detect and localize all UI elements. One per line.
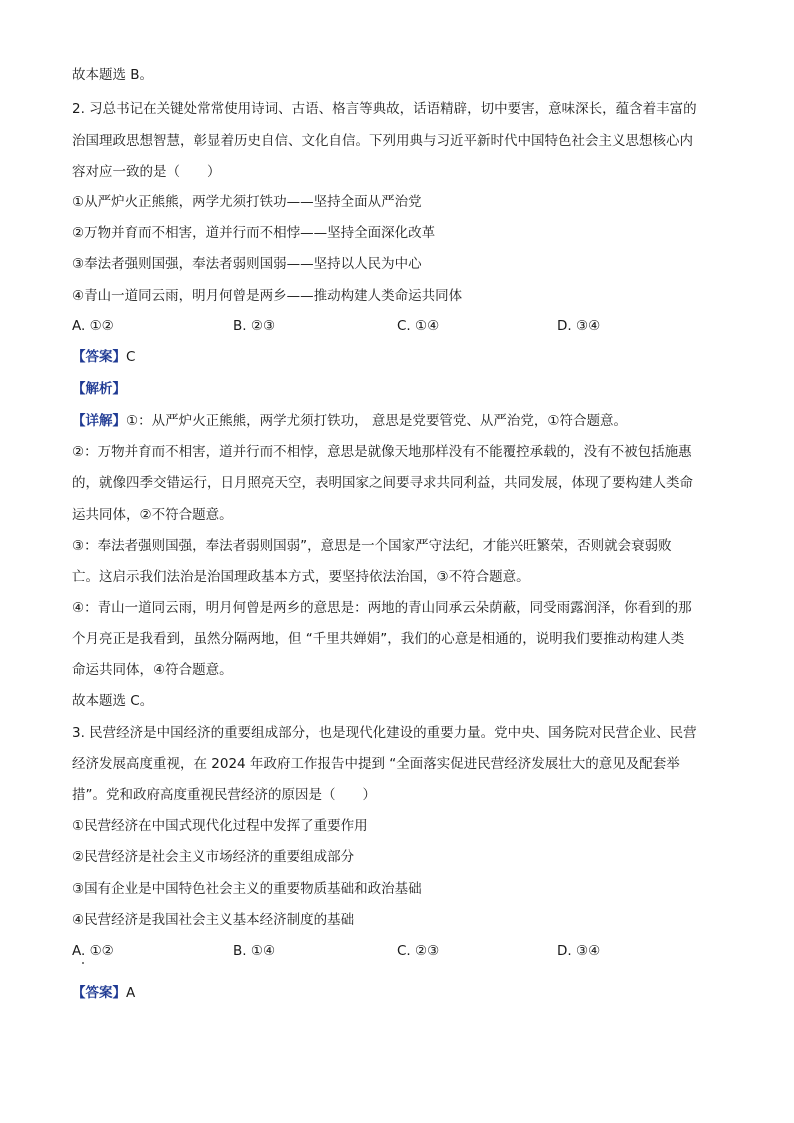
question-3-option-d: D. ③④ (557, 943, 601, 959)
question-3-option-b: B. ①④ (233, 943, 276, 959)
question-3-stem: 措”。党和政府高度重视民营经济的原因是（ ） (72, 787, 376, 803)
question-2-detail-line (72, 412, 627, 430)
question-3-answer (72, 984, 135, 1002)
answer-tag: 【答案】 (72, 985, 126, 1001)
answer-tag: 【答案】 (72, 349, 126, 365)
question-2-stem: 治国理政思想智慧，彰显着历史自信、文化自信。下列用典与习近平新时代中国特色社会主义思想核心内 (72, 133, 693, 149)
text-line: 故本题选 B。 (72, 67, 154, 83)
question-2-stem: 容对应一致的是（ ） (72, 164, 221, 180)
question-2-detail-line: 的，就像四季交错运行，日月照亮天空，表明国家之间要寻求共同利益，共同发展，体现了要构建人类命 (72, 475, 693, 491)
answer-value: C (126, 349, 136, 365)
question-2-statement-4: ④青山一道同云雨，明月何曾是两乡——推动构建人类命运共同体 (72, 288, 463, 304)
question-2-detail-line: 个月亮正是我看到，虽然分隔两地，但 “千里共婵娟”，我们的心意是相通的，说明我们要推动构建人类 (72, 631, 685, 647)
question-2-option-a: A. ①② (72, 318, 114, 334)
question-2-option-b: B. ②③ (233, 318, 276, 334)
answer-value: A (126, 985, 136, 1001)
question-2-detail-line: 亡。这启示我们法治是治国理政基本方式，要坚持依法治国，③不符合题意。 (72, 569, 530, 585)
question-2-option-c: C. ①④ (397, 318, 440, 334)
question-2-conclusion: 故本题选 C。 (72, 693, 154, 709)
question-3-option-a: A. ①② (72, 943, 114, 959)
detail-text: ①：从严炉火正熊熊，两学尤须打铁功， 意思是党要管党、从严治党，①符合题意。 (126, 413, 627, 429)
question-3-stem: 经济发展高度重视，在 2024 年政府工作报告中提到 “全面落实促进民营经济发展壮大的意见及配套举 (72, 756, 680, 772)
question-2-statement-2: ②万物并育而不相害，道并行而不相悖——坚持全面深化改革 (72, 225, 436, 241)
question-2-statement-3: ③奉法者强则国强，奉法者弱则国弱——坚持以人民为中心 (72, 256, 422, 272)
question-2-detail-line: 运共同体，②不符合题意。 (72, 507, 233, 523)
question-2-option-d: D. ③④ (557, 318, 601, 334)
question-3-statement-2: ②民营经济是社会主义市场经济的重要组成部分 (72, 849, 355, 865)
question-2-stem: 2. 习总书记在关键处常常使用诗词、古语、格言等典故，话语精辟，切中要害，意味深长，蕴含着丰富的 (72, 101, 697, 117)
question-3-option-c: C. ②③ (397, 943, 440, 959)
question-2-detail-line: 命运共同体，④符合题意。 (72, 662, 233, 678)
question-2-detail-line: ③：奉法者强则国强，奉法者弱则国弱”，意思是一个国家严守法纪，才能兴旺繁荣，否则就会衰弱败 (72, 538, 672, 554)
question-2-detail-line: ②：万物并育而不相害，道并行而不相悖，意思是就像天地那样没有不能覆控承载的，没有不被包括施惠 (72, 444, 692, 460)
stray-mark (82, 962, 84, 964)
question-3-statement-4: ④民营经济是我国社会主义基本经济制度的基础 (72, 912, 355, 928)
question-3-stem: 3. 民营经济是中国经济的重要组成部分，也是现代化建设的重要力量。党中央、国务院对民营企业、民营 (72, 725, 697, 741)
question-2-analysis-heading (72, 380, 126, 398)
question-2-answer (72, 348, 135, 366)
question-3-statement-3: ③国有企业是中国特色社会主义的重要物质基础和政治基础 (72, 881, 422, 897)
analysis-tag: 【解析】 (72, 381, 126, 397)
question-3-statement-1: ①民营经济在中国式现代化过程中发挥了重要作用 (72, 818, 368, 834)
question-2-statement-1: ①从严炉火正熊熊，两学尤须打铁功——坚持全面从严治党 (72, 194, 422, 210)
detail-tag: 【详解】 (72, 413, 126, 429)
question-2-detail-line: ④：青山一道同云雨，明月何曾是两乡的意思是：两地的青山同承云朵荫蔽，同受雨露润泽，你看到的那 (72, 600, 692, 616)
